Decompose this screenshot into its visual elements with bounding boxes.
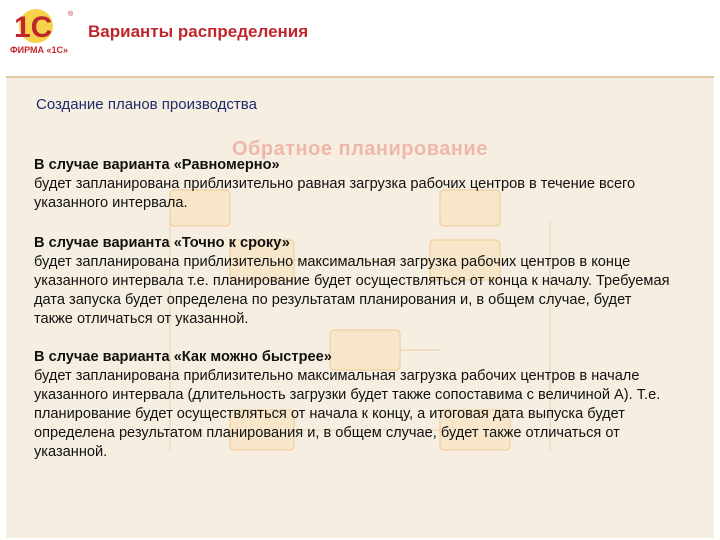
paragraph-2-text: будет запланирована приблизительно максимальная загрузка рабочих центров в конце указанного интервала т.е. планирование будет осуществляться от конца к началу. Требуемая дата запуска будет определена по результатам планирования и, в общем случае, будет также отличаться от указанной.	[34, 254, 670, 327]
svg-text:®: ®	[68, 11, 74, 18]
paragraph-3-heading: В случае варианта «Как можно быстрее»	[34, 349, 332, 365]
paragraph-1-heading: В случае варианта «Равномерно»	[34, 157, 280, 173]
paragraph-2	[34, 234, 674, 329]
paragraph-3-text: будет запланирована приблизительно максимальная загрузка рабочих центров в начале указанного интервала (длительность загрузки будет также сопоставима с величиной А). Т.е. планирование будет осуществляться от начала к концу, а итоговая дата выпуска будет определена результатом планирования и, в общем случае, будет также отличаться от указанной.	[34, 368, 661, 460]
logo-company-text: ФИРМА «1С»	[10, 45, 69, 55]
slide-title: Варианты распределения	[88, 22, 309, 41]
paragraph-1-text: будет запланирована приблизительно равная загрузка рабочих центров в течение всего указанного интервала.	[34, 176, 636, 211]
paragraph-2-heading: В случае варианта «Точно к сроку»	[34, 235, 290, 251]
header	[0, 0, 720, 62]
logo-mark-text: 1С	[14, 11, 53, 44]
slide-subtitle: Создание планов производства	[36, 96, 257, 113]
paragraph-1	[34, 156, 674, 213]
1c-logo	[8, 6, 86, 56]
diagram-title: Обратное планирование	[232, 138, 488, 160]
paragraph-3	[34, 348, 674, 462]
